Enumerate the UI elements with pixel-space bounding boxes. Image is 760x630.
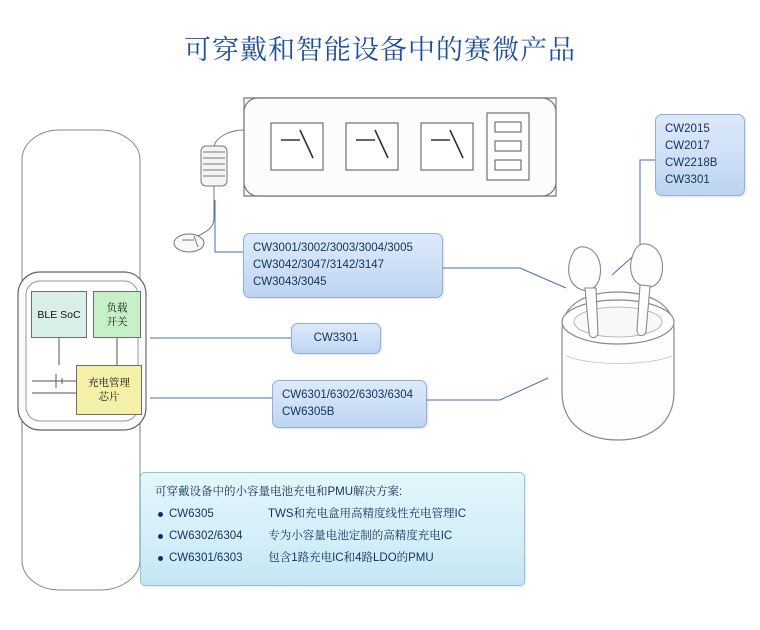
page-title: 可穿戴和智能设备中的赛微产品 (184, 35, 576, 65)
list-item (169, 507, 510, 522)
callout-cw3301[interactable] (291, 323, 381, 354)
block-load-switch-label: 负载 开关 (106, 301, 128, 328)
callout-pmu-line-2: CW6305B (282, 406, 335, 418)
solution-item-1-code: CW6302/6304 (169, 530, 243, 542)
callout-cw3301-line-1: CW3301 (313, 332, 359, 344)
callout-charger-line-3: CW3043/3045 (253, 276, 327, 288)
solution-item-1-desc: 专为小容量电池定制的高精度充电IC (268, 530, 453, 542)
callout-fuel-gauge-line-2: CW2017 (665, 140, 710, 152)
solution-note-panel (140, 472, 525, 586)
callout-fuel-gauge-line-3: CW2218B (665, 157, 718, 169)
solution-item-2-desc: 包含1路充电IC和4路LDO的PMU (268, 552, 434, 564)
callout-fuel-gauge-line-4: CW3301 (665, 174, 710, 186)
callout-charger-line-2: CW3042/3047/3142/3147 (253, 259, 385, 271)
callout-fuel-gauge-parts[interactable] (655, 114, 745, 196)
block-ble-soc-label: BLE SoC (37, 308, 81, 321)
block-charge-management-chip-label: 充电管理 芯片 (88, 377, 130, 403)
callout-charger-line-1: CW3001/3002/3003/3004/3005 (253, 242, 413, 254)
solution-note-title: 可穿戴设备中的小容量电池充电和PMU解决方案: (155, 486, 403, 498)
list-item (169, 529, 510, 544)
callout-pmu-parts[interactable] (272, 380, 427, 428)
solution-item-2-code: CW6301/6303 (169, 552, 243, 564)
callout-charger-parts[interactable] (243, 233, 443, 298)
solution-note-list (155, 507, 510, 566)
block-load-switch (93, 291, 141, 338)
callout-pmu-line-1: CW6301/6302/6303/6304 (282, 389, 414, 401)
solution-item-0-desc: TWS和充电盒用高精度线性充电管理IC (268, 508, 467, 520)
callout-fuel-gauge-line-1: CW2015 (665, 123, 710, 135)
block-charge-management-chip (76, 365, 142, 415)
block-ble-soc (31, 291, 87, 338)
solution-item-0-code: CW6305 (169, 508, 214, 520)
list-item (169, 551, 510, 566)
